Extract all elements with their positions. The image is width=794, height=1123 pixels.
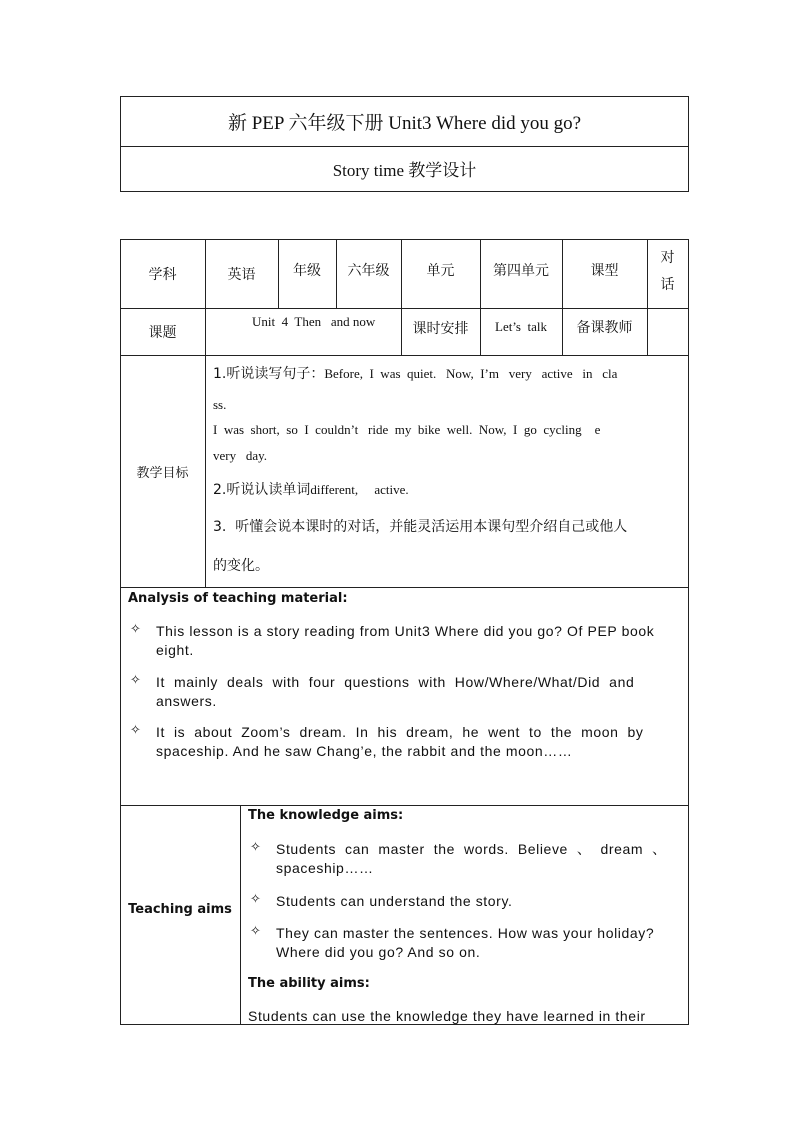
objective-line-1-cont: ss. xyxy=(213,397,227,412)
objective-line-4-cont: 的变化。 xyxy=(213,558,269,574)
unit-label: 单元 xyxy=(426,263,455,279)
topic-value: Unit 4 Then and now xyxy=(252,314,376,329)
subject-value: 英语 xyxy=(227,266,256,283)
analysis-item-line: spaceship. And he saw Chang’e, the rabbit and the moon…… xyxy=(156,743,573,759)
ability-aims-text: Students can use the knowledge they have learned in their xyxy=(248,1008,646,1024)
period-value: Let’s talk xyxy=(495,319,547,334)
analysis-item-line: eight. xyxy=(156,642,194,658)
unit-value: 第四单元 xyxy=(493,263,549,279)
analysis-item-line: It is about Zoom’s dream. In his dream, he went to the moon by xyxy=(156,724,644,740)
lesson-type-char-1: 对 xyxy=(660,250,675,266)
lesson-type-label: 课型 xyxy=(590,263,619,279)
teacher-label: 备课教师 xyxy=(576,320,633,336)
objective-line-4: 3. 听懂会说本课时的对话，并能灵活运用本课句型介绍自己或他人 xyxy=(213,519,628,535)
objective-line-2: I was short, so I couldn’t ride my bike well. Now, I go cycling e xyxy=(213,422,601,437)
diamond-outline-icon: ✧ xyxy=(250,892,261,907)
aims-item-line: Students can master the words. Believe 、 dream 、 xyxy=(276,841,667,857)
ability-aims-heading: The ability aims: xyxy=(248,976,370,991)
teaching-aims-label: Teaching aims xyxy=(128,901,232,917)
grade-label: 年级 xyxy=(293,263,321,279)
grade-value: 六年级 xyxy=(347,263,390,279)
diamond-outline-icon: ✧ xyxy=(130,723,141,738)
diamond-outline-icon: ✧ xyxy=(130,622,141,637)
diamond-outline-icon: ✧ xyxy=(250,840,261,855)
knowledge-aims-heading: The knowledge aims: xyxy=(248,808,404,823)
period-label: 课时安排 xyxy=(412,321,469,337)
aims-item-line: Where did you go? And so on. xyxy=(276,944,481,960)
document-subtitle: Story time 教学设计 xyxy=(332,161,477,180)
objective-line-1: 1.听说读写句子：Before, I was quiet. Now, I’m very active in cla xyxy=(213,366,618,382)
aims-item-line: Students can understand the story. xyxy=(276,893,513,909)
diamond-outline-icon: ✧ xyxy=(250,924,261,939)
lesson-type-char-2: 话 xyxy=(660,277,675,293)
objective-line-3: 2.听说认读单词different, active. xyxy=(213,482,409,498)
analysis-item-line: It mainly deals with four questions with How/Where/What/Did and xyxy=(156,674,635,690)
topic-label: 课题 xyxy=(148,324,177,341)
aims-item-line: They can master the sentences. How was your holiday? xyxy=(276,925,655,941)
objectives-label: 教学目标 xyxy=(136,465,189,481)
subject-label: 学科 xyxy=(148,266,177,283)
analysis-item-line: answers. xyxy=(156,693,217,709)
analysis-item-line: This lesson is a story reading from Unit3 Where did you go? Of PEP book xyxy=(156,623,655,639)
diamond-outline-icon: ✧ xyxy=(130,673,141,688)
lesson-type-value xyxy=(647,245,688,299)
aims-item-line: spaceship…… xyxy=(276,860,374,876)
document-title: 新 PEP 六年级下册 Unit3 Where did you go? xyxy=(227,112,582,134)
objective-line-2-cont: very day. xyxy=(213,448,268,463)
analysis-heading: Analysis of teaching material: xyxy=(128,591,348,606)
